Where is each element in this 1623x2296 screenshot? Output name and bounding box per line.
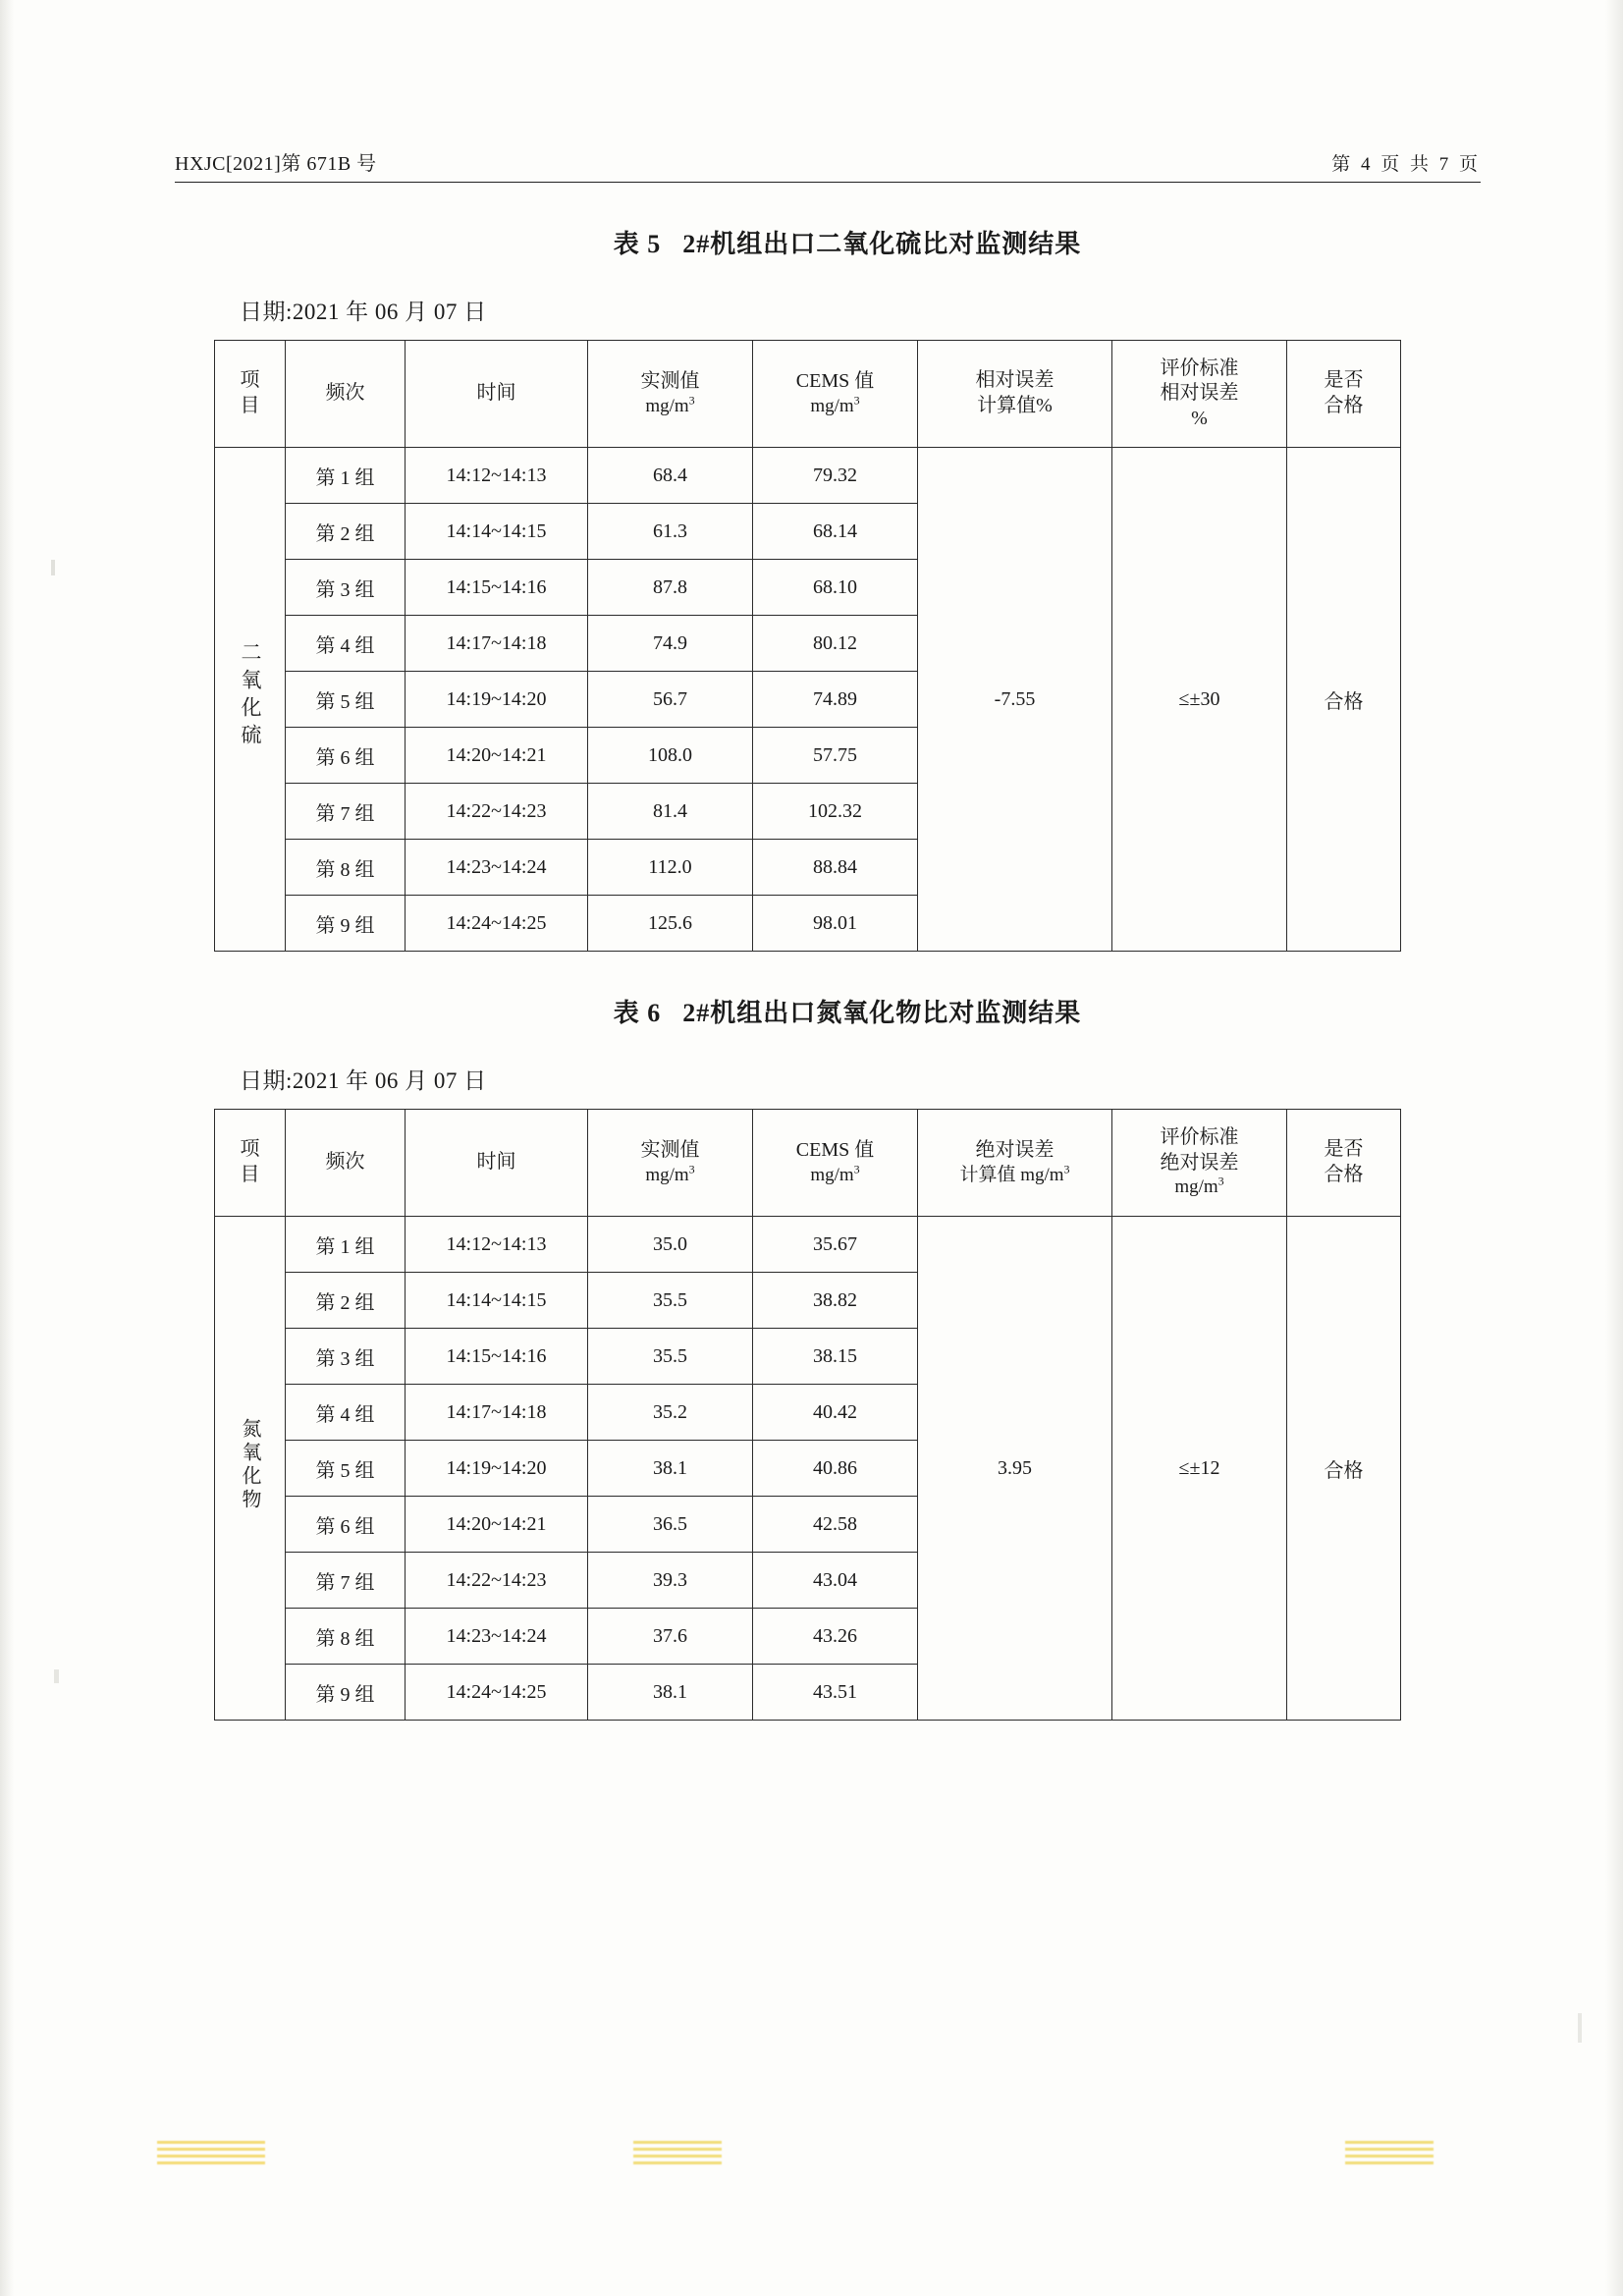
td-frequency: 第 3 组 xyxy=(286,560,406,616)
page-content xyxy=(175,147,1481,1721)
table-5 xyxy=(214,340,1401,952)
th-standard-unit: 绝对误差 xyxy=(1160,1151,1239,1174)
td-measured: 112.0 xyxy=(588,840,753,896)
td-time: 14:17~14:18 xyxy=(406,616,588,672)
td-cems: 102.32 xyxy=(753,784,918,840)
page-header xyxy=(175,147,1481,183)
td-time: 14:15~14:16 xyxy=(406,560,588,616)
table-5-date: 日期:2021 年 06 月 07 日 xyxy=(240,300,487,324)
td-measured: 35.5 xyxy=(588,1273,753,1329)
page-number: 第 4 页 共 7 页 xyxy=(1331,154,1481,175)
td-frequency: 第 6 组 xyxy=(286,728,406,784)
td-cems: 38.15 xyxy=(753,1329,918,1385)
td-cems: 42.58 xyxy=(753,1497,918,1553)
td-time: 14:14~14:15 xyxy=(406,504,588,560)
th-measured-label: 实测值 xyxy=(640,370,700,393)
td-measured: 81.4 xyxy=(588,784,753,840)
td-relative-error: -7.55 xyxy=(918,448,1112,952)
td-frequency: 第 8 组 xyxy=(286,840,406,896)
td-cems: 68.14 xyxy=(753,504,918,560)
table-6-caption: 2#机组出口氮氧化物比对监测结果 xyxy=(682,999,1082,1027)
th-cems-label: CEMS 值 xyxy=(795,1139,875,1162)
td-time: 14:24~14:25 xyxy=(406,1665,588,1721)
td-time: 14:22~14:23 xyxy=(406,1553,588,1609)
td-frequency: 第 6 组 xyxy=(286,1497,406,1553)
th-relative-error-unit: 计算值% xyxy=(977,395,1053,416)
td-time: 14:20~14:21 xyxy=(406,728,588,784)
th-absolute-error xyxy=(918,1110,1112,1217)
td-time: 14:23~14:24 xyxy=(406,840,588,896)
th-cems-unit: $mg/m^3$ xyxy=(810,393,860,416)
td-measured: 35.0 xyxy=(588,1217,753,1273)
section-table-6 xyxy=(175,993,1481,1721)
td-measured: 39.3 xyxy=(588,1553,753,1609)
td-measured: 37.6 xyxy=(588,1609,753,1665)
th-measured xyxy=(588,341,753,448)
td-frequency: 第 7 组 xyxy=(286,784,406,840)
td-measured: 56.7 xyxy=(588,672,753,728)
td-cems: 43.26 xyxy=(753,1609,918,1665)
td-time: 14:17~14:18 xyxy=(406,1385,588,1441)
table-row xyxy=(215,448,1401,504)
td-frequency: 第 2 组 xyxy=(286,504,406,560)
td-cems: 98.01 xyxy=(753,896,918,952)
table-6-number: 表 6 xyxy=(613,999,662,1027)
td-cems: 74.89 xyxy=(753,672,918,728)
td-frequency: 第 5 组 xyxy=(286,672,406,728)
table-6-header-row xyxy=(215,1110,1401,1217)
td-standard: ≤±30 xyxy=(1112,448,1287,952)
table-6-date: 日期:2021 年 06 月 07 日 xyxy=(240,1068,487,1093)
th-absolute-error-label: 绝对误差 xyxy=(975,1139,1055,1162)
td-cems: 43.51 xyxy=(753,1665,918,1721)
scan-artifact xyxy=(633,2141,722,2164)
th-measured-unit: $mg/m^3$ xyxy=(645,1162,695,1185)
td-absolute-error: 3.95 xyxy=(918,1217,1112,1721)
td-measured: 38.1 xyxy=(588,1665,753,1721)
th-absolute-error-unit: 计算值 $mg/m^3$ xyxy=(959,1162,1070,1185)
scan-artifact xyxy=(157,2141,265,2166)
td-measured: 61.3 xyxy=(588,504,753,560)
td-time: 14:15~14:16 xyxy=(406,1329,588,1385)
th-cems xyxy=(753,341,918,448)
scan-artifact xyxy=(1345,2141,1434,2164)
th-measured-label: 实测值 xyxy=(640,1139,700,1162)
td-measured: 108.0 xyxy=(588,728,753,784)
table-row xyxy=(215,1217,1401,1273)
table-6 xyxy=(214,1109,1401,1721)
th-cems-label: CEMS 值 xyxy=(795,370,875,393)
td-frequency: 第 3 组 xyxy=(286,1329,406,1385)
td-cems: 80.12 xyxy=(753,616,918,672)
th-cems xyxy=(753,1110,918,1217)
th-qualified: 是否 合格 xyxy=(1287,341,1401,448)
td-frequency: 第 5 组 xyxy=(286,1441,406,1497)
td-time: 14:19~14:20 xyxy=(406,672,588,728)
th-measured xyxy=(588,1110,753,1217)
td-time: 14:19~14:20 xyxy=(406,1441,588,1497)
td-cems: 68.10 xyxy=(753,560,918,616)
td-measured: 87.8 xyxy=(588,560,753,616)
td-frequency: 第 9 组 xyxy=(286,1665,406,1721)
td-item-name xyxy=(215,448,286,952)
td-measured: 35.5 xyxy=(588,1329,753,1385)
th-time: 时间 xyxy=(406,341,588,448)
td-measured: 35.2 xyxy=(588,1385,753,1441)
td-cems: 88.84 xyxy=(753,840,918,896)
td-frequency: 第 2 组 xyxy=(286,1273,406,1329)
td-qualified: 合格 xyxy=(1287,448,1401,952)
td-cems: 40.42 xyxy=(753,1385,918,1441)
td-item-name xyxy=(215,1217,286,1721)
th-relative-error-label: 相对误差 xyxy=(975,369,1055,392)
th-standard-unit2: % xyxy=(1191,407,1208,429)
th-standard-unit2: $mg/m^3$ xyxy=(1174,1175,1224,1198)
td-measured: 38.1 xyxy=(588,1441,753,1497)
td-time: 14:24~14:25 xyxy=(406,896,588,952)
table-5-title xyxy=(175,224,1481,260)
item-label-vertical: 二氧化硫 xyxy=(239,641,263,751)
th-standard xyxy=(1112,341,1287,448)
td-cems: 38.82 xyxy=(753,1273,918,1329)
th-item: 项 目 xyxy=(215,341,286,448)
th-measured-unit: $mg/m^3$ xyxy=(645,393,695,416)
td-time: 14:14~14:15 xyxy=(406,1273,588,1329)
th-time: 时间 xyxy=(406,1110,588,1217)
td-cems: 35.67 xyxy=(753,1217,918,1273)
th-frequency: 频次 xyxy=(286,1110,406,1217)
item-label-vertical: 氮氧化物 xyxy=(239,1418,260,1512)
table-5-header-row xyxy=(215,341,1401,448)
th-cems-unit: $mg/m^3$ xyxy=(810,1162,860,1185)
table-5-number: 表 5 xyxy=(613,230,662,258)
td-measured: 36.5 xyxy=(588,1497,753,1553)
th-standard-unit: 相对误差 xyxy=(1160,382,1239,405)
th-relative-error xyxy=(918,341,1112,448)
td-cems: 57.75 xyxy=(753,728,918,784)
section-table-5 xyxy=(175,224,1481,952)
td-standard: ≤±12 xyxy=(1112,1217,1287,1721)
td-cems: 43.04 xyxy=(753,1553,918,1609)
td-frequency: 第 1 组 xyxy=(286,448,406,504)
th-standard-label: 评价标准 xyxy=(1160,1126,1239,1149)
table-6-title xyxy=(175,993,1481,1029)
th-standard-label: 评价标准 xyxy=(1160,356,1239,379)
td-time: 14:12~14:13 xyxy=(406,1217,588,1273)
th-item: 项 目 xyxy=(215,1110,286,1217)
scan-speck xyxy=(54,1669,59,1683)
td-frequency: 第 7 组 xyxy=(286,1553,406,1609)
td-frequency: 第 1 组 xyxy=(286,1217,406,1273)
td-time: 14:20~14:21 xyxy=(406,1497,588,1553)
td-time: 14:12~14:13 xyxy=(406,448,588,504)
td-frequency: 第 9 组 xyxy=(286,896,406,952)
th-standard xyxy=(1112,1110,1287,1217)
td-time: 14:23~14:24 xyxy=(406,1609,588,1665)
th-frequency: 频次 xyxy=(286,341,406,448)
table-5-caption: 2#机组出口二氧化硫比对监测结果 xyxy=(682,230,1082,258)
scan-speck xyxy=(1578,2013,1582,2043)
th-qualified: 是否 合格 xyxy=(1287,1110,1401,1217)
scan-speck xyxy=(51,560,55,575)
td-frequency: 第 4 组 xyxy=(286,616,406,672)
td-frequency: 第 8 组 xyxy=(286,1609,406,1665)
document-number: HXJC[2021]第 671B 号 xyxy=(175,153,377,175)
td-cems: 40.86 xyxy=(753,1441,918,1497)
td-cems: 79.32 xyxy=(753,448,918,504)
td-measured: 68.4 xyxy=(588,448,753,504)
td-time: 14:22~14:23 xyxy=(406,784,588,840)
td-measured: 74.9 xyxy=(588,616,753,672)
td-measured: 125.6 xyxy=(588,896,753,952)
td-qualified: 合格 xyxy=(1287,1217,1401,1721)
td-frequency: 第 4 组 xyxy=(286,1385,406,1441)
